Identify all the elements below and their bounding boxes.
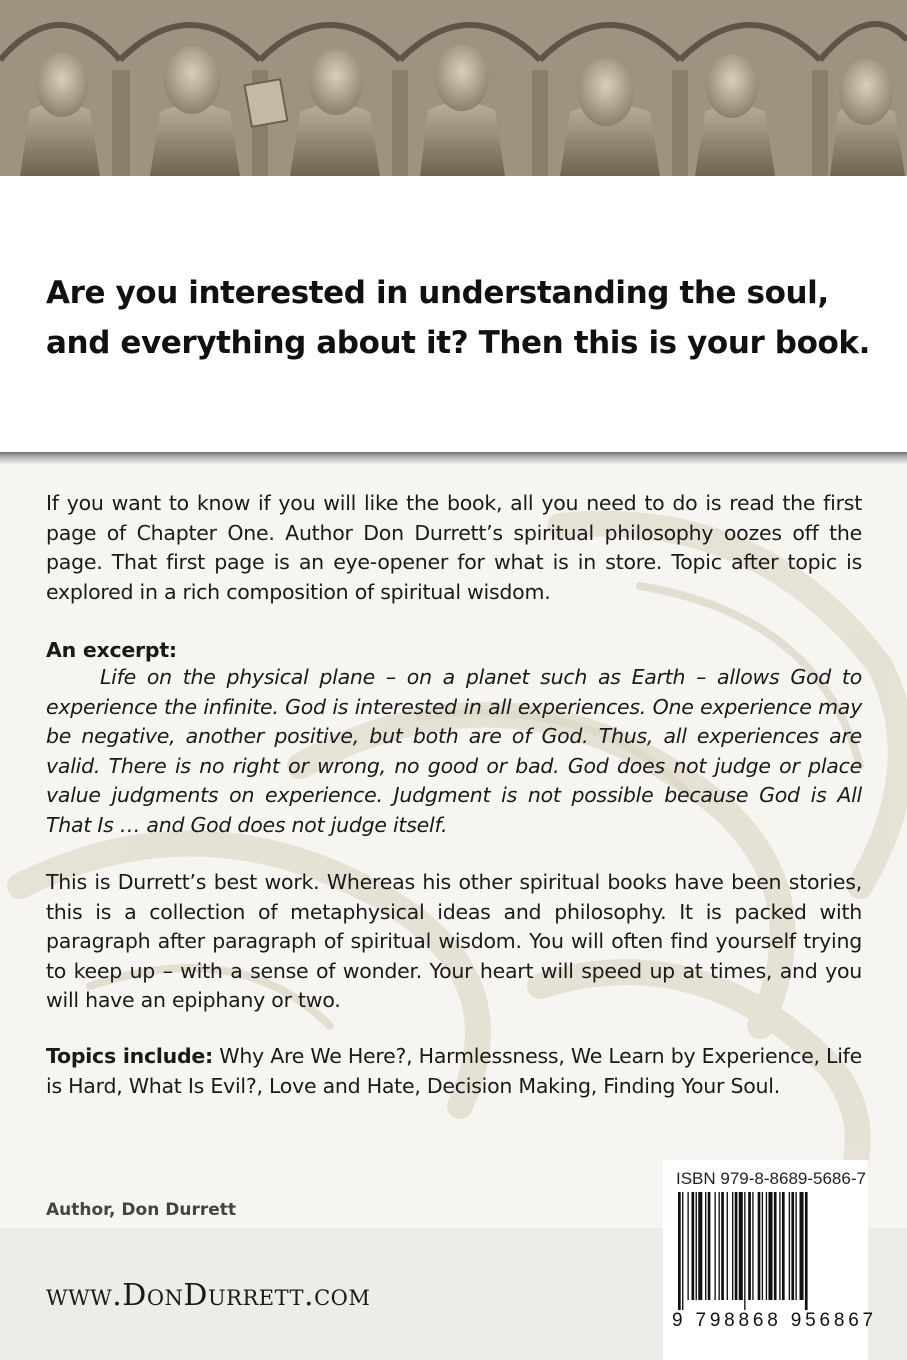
barcode-bar	[758, 1192, 761, 1300]
barcode-bar	[752, 1192, 753, 1300]
website-link[interactable]: www.DonDurrett.com	[46, 1278, 371, 1313]
barcode-bar	[805, 1192, 808, 1310]
barcode-digits: 9 798868 956867	[672, 1310, 877, 1331]
barcode-bar	[800, 1192, 804, 1300]
topics-paragraph	[46, 1042, 862, 1101]
barcode-bar	[692, 1192, 695, 1300]
barcode-bar	[789, 1192, 790, 1300]
barcode-bar	[735, 1192, 738, 1300]
divider-shadow	[0, 452, 907, 466]
review-paragraph: This is Durrett’s best work. Whereas his other spiritual books have been stories, this is a collection of metaphysical ideas and philosophy. It is packed with paragraph after paragraph of spiritual wisdom. You will often find yourself trying to keep up – with a sense of wonder. Your heart will speed up at times, and you will have an epiphany or two.	[46, 870, 862, 1013]
barcode-bar	[732, 1192, 733, 1300]
topics-label: Topics include:	[46, 1044, 213, 1068]
barcode-bar	[708, 1192, 711, 1300]
carved-stone-apostles-frieze-image	[0, 0, 907, 176]
excerpt-body: Life on the physical plane – on a planet such as Earth – allows God to experience the infinite. God is interested in all experiences. One experience may be negative, another positive, but both are of God. Thus, all experiences are valid. There is no right or wrong, no good or bad. God does not judge or place value judgments on experience. Judgment is not possible because God is All That Is … and God does not judge itself.	[46, 665, 862, 837]
barcode-bar	[748, 1192, 751, 1300]
barcode-bar	[727, 1192, 728, 1300]
barcode-bar	[682, 1192, 683, 1310]
barcode-bar	[774, 1192, 777, 1300]
topics-list: Why Are We Here?, Harmlessness, We Learn by Experience, Life is Hard, What Is Evil?, Love and Hate, Decision Making, Finding Your Soul.	[46, 1044, 862, 1098]
barcode-bar	[782, 1192, 785, 1300]
cover-photo	[0, 0, 907, 176]
barcode-bar	[719, 1192, 720, 1300]
barcode-bar	[696, 1192, 697, 1300]
barcode-bar	[766, 1192, 767, 1300]
barcode-bar	[739, 1192, 743, 1300]
intro-paragraph: If you want to know if you will like the book, all you need to do is read the first page of Chapter One. Author Don Durrett’s spiritual philosophy oozes off the page. That first page is an eye-opener for what is in store. Topic after topic is explored in a rich composition of spiritual wisdom.	[46, 491, 862, 604]
barcode-bar	[698, 1192, 702, 1300]
barcode-bar	[791, 1192, 794, 1300]
barcode-bar	[744, 1192, 745, 1310]
barcode-bar	[714, 1192, 715, 1300]
excerpt-heading: An excerpt:	[46, 638, 177, 662]
barcode-bar	[768, 1192, 772, 1300]
isbn-label: ISBN 979-8-8689-5686-7	[676, 1169, 866, 1188]
excerpt-text	[46, 663, 862, 841]
barcode-bar	[687, 1192, 688, 1300]
barcode-bar	[705, 1192, 706, 1300]
barcode-bar	[779, 1192, 780, 1300]
author-credit: Author, Don Durrett	[46, 1200, 237, 1220]
barcode-icon	[676, 1192, 864, 1310]
barcode-bar	[721, 1192, 724, 1300]
barcode-bar	[795, 1192, 796, 1300]
barcode-bar	[678, 1192, 681, 1310]
barcode-bar	[762, 1192, 763, 1300]
headline: Are you interested in understanding the soul, and everything about it? Then this is your book.	[46, 275, 870, 361]
